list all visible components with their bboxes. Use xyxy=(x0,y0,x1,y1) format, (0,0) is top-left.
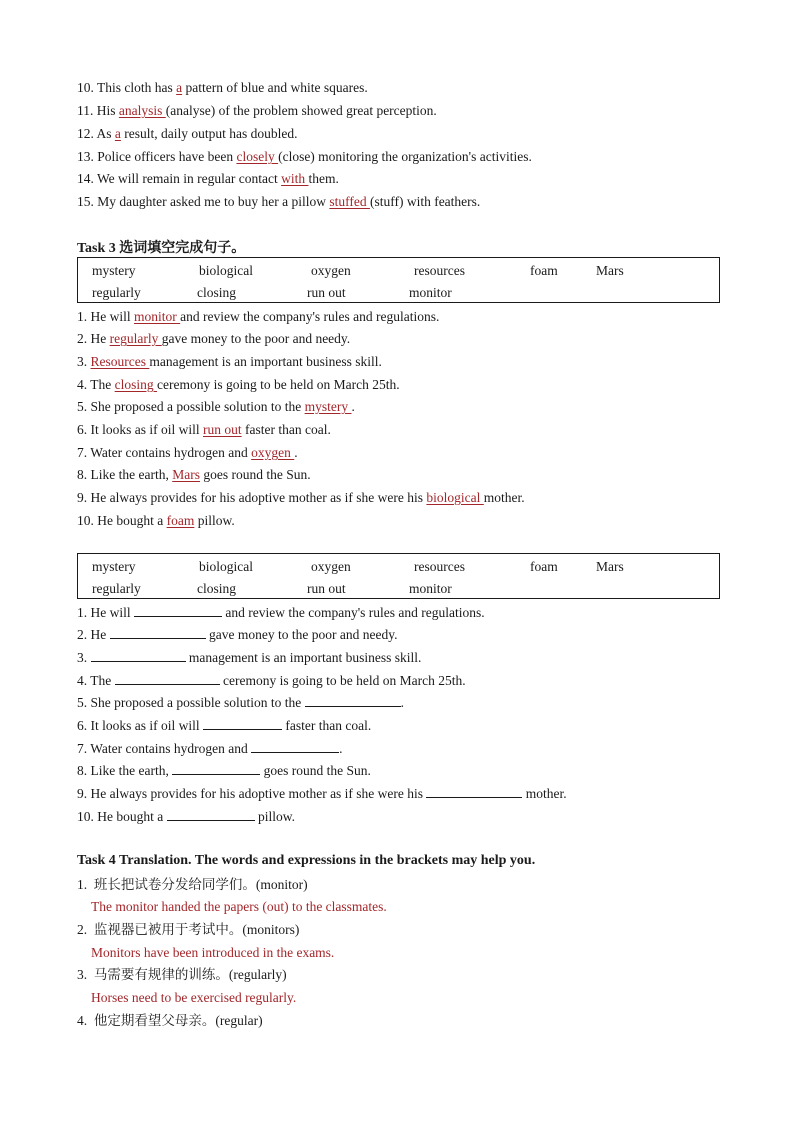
word-bank-word: monitor xyxy=(409,285,452,300)
word-bank-word: foam xyxy=(530,559,558,574)
answer: foam xyxy=(166,513,195,528)
answer: closing xyxy=(114,377,158,392)
task4-heading: Task 4 Translation. The words and expressions in the brackets may help you. xyxy=(77,853,536,868)
answer: analysis xyxy=(118,103,166,118)
answer: closely xyxy=(236,149,279,164)
task3-heading: Task 3 选词填空完成句子。 xyxy=(77,241,246,256)
answer-blank[interactable] xyxy=(110,626,206,639)
task3-answer-item-4: 4. The closing ceremony is going to be held on March 25th. xyxy=(77,377,400,392)
task3-blank-item-2: 2. He gave money to the poor and needy. xyxy=(77,627,398,642)
answer-blank[interactable] xyxy=(134,604,222,617)
task2-item-13: 13. Police officers have been closely (close) monitoring the organization's activities. xyxy=(77,149,532,164)
word-bank-word: oxygen xyxy=(311,559,351,574)
answer: monitor xyxy=(134,309,181,324)
word-bank-word: Mars xyxy=(596,263,624,278)
answer-blank[interactable] xyxy=(251,740,339,753)
answer: a xyxy=(114,126,121,141)
word-bank-word: biological xyxy=(199,559,253,574)
word-bank-word: resources xyxy=(414,559,465,574)
word-bank-box xyxy=(77,553,720,599)
answer: Mars xyxy=(172,467,200,482)
task3-blank-item-5: 5. She proposed a possible solution to the . xyxy=(77,695,404,710)
task2-item-11: 11. His analysis (analyse) of the problem showed great perception. xyxy=(77,103,437,118)
answer: run out xyxy=(203,422,242,437)
word-bank-word: monitor xyxy=(409,581,452,596)
answer: a xyxy=(176,80,183,95)
task4-answer-2: Monitors have been introduced in the exams. xyxy=(91,945,335,960)
task3-answer-item-9: 9. He always provides for his adoptive mother as if she were his biological mother. xyxy=(77,490,525,505)
word-bank-word: closing xyxy=(197,285,236,300)
task3-answer-item-8: 8. Like the earth, Mars goes round the Sun. xyxy=(77,467,311,482)
answer-blank[interactable] xyxy=(115,672,220,685)
answer-blank[interactable] xyxy=(91,649,186,662)
answer: Resources xyxy=(90,354,150,369)
task3-blank-item-7: 7. Water contains hydrogen and . xyxy=(77,741,343,756)
word-bank-word: mystery xyxy=(92,263,136,278)
word-bank-word: run out xyxy=(307,581,346,596)
word-bank-word: mystery xyxy=(92,559,136,574)
answer: biological xyxy=(426,490,484,505)
task4-answer-3: Horses need to be exercised regularly. xyxy=(91,990,297,1005)
word-bank-word: oxygen xyxy=(311,263,351,278)
task3-answer-item-6: 6. It looks as if oil will run out faster than coal. xyxy=(77,422,331,437)
task3-answer-item-2: 2. He regularly gave money to the poor and needy. xyxy=(77,331,351,346)
task3-blank-item-8: 8. Like the earth, goes round the Sun. xyxy=(77,763,371,778)
task3-answer-item-1: 1. He will monitor and review the company's rules and regulations. xyxy=(77,309,440,324)
word-bank-box xyxy=(77,257,720,303)
task3-answer-item-7: 7. Water contains hydrogen and oxygen . xyxy=(77,445,298,460)
task3-blank-item-6: 6. It looks as if oil will faster than coal. xyxy=(77,718,372,733)
task4-answer-1: The monitor handed the papers (out) to the classmates. xyxy=(91,899,387,914)
task4-item-3: 3. 马需要有规律的训练。(regularly) xyxy=(77,967,287,982)
word-bank-word: regularly xyxy=(92,581,141,596)
answer: with xyxy=(281,171,309,186)
task2-item-15: 15. My daughter asked me to buy her a pillow stuffed (stuff) with feathers. xyxy=(77,194,481,209)
task3-blank-item-4: 4. The ceremony is going to be held on March 25th. xyxy=(77,673,466,688)
task4-item-4: 4. 他定期看望父母亲。(regular) xyxy=(77,1013,263,1028)
task3-answer-item-3: 3. Resources management is an important business skill. xyxy=(77,354,382,369)
word-bank-word: closing xyxy=(197,581,236,596)
task3-blank-item-3: 3. management is an important business skill. xyxy=(77,650,422,665)
task3-answer-item-10: 10. He bought a foam pillow. xyxy=(77,513,235,528)
word-bank-word: biological xyxy=(199,263,253,278)
answer-blank[interactable] xyxy=(305,694,401,707)
word-bank-word: run out xyxy=(307,285,346,300)
task4-item-1: 1. 班长把试卷分发给同学们。(monitor) xyxy=(77,877,308,892)
answer-blank[interactable] xyxy=(167,808,255,821)
answer-blank[interactable] xyxy=(203,717,282,730)
task3-blank-item-9: 9. He always provides for his adoptive mother as if she were his mother. xyxy=(77,786,567,801)
task3-blank-item-10: 10. He bought a pillow. xyxy=(77,809,295,824)
answer-blank[interactable] xyxy=(426,785,522,798)
task3-blank-item-1: 1. He will and review the company's rules and regulations. xyxy=(77,605,485,620)
task2-item-12: 12. As a result, daily output has doubled. xyxy=(77,126,298,141)
answer: oxygen xyxy=(251,445,295,460)
task4-item-2: 2. 监视器已被用于考试中。(monitors) xyxy=(77,922,300,937)
answer: stuffed xyxy=(329,194,370,209)
word-bank-word: resources xyxy=(414,263,465,278)
word-bank-word: foam xyxy=(530,263,558,278)
answer: regularly xyxy=(109,331,162,346)
word-bank-word: regularly xyxy=(92,285,141,300)
task2-item-10: 10. This cloth has a pattern of blue and white squares. xyxy=(77,80,368,95)
answer: mystery xyxy=(304,399,352,414)
word-bank-word: Mars xyxy=(596,559,624,574)
answer-blank[interactable] xyxy=(172,762,260,775)
task3-answer-item-5: 5. She proposed a possible solution to the mystery . xyxy=(77,399,355,414)
task2-item-14: 14. We will remain in regular contact with them. xyxy=(77,171,339,186)
